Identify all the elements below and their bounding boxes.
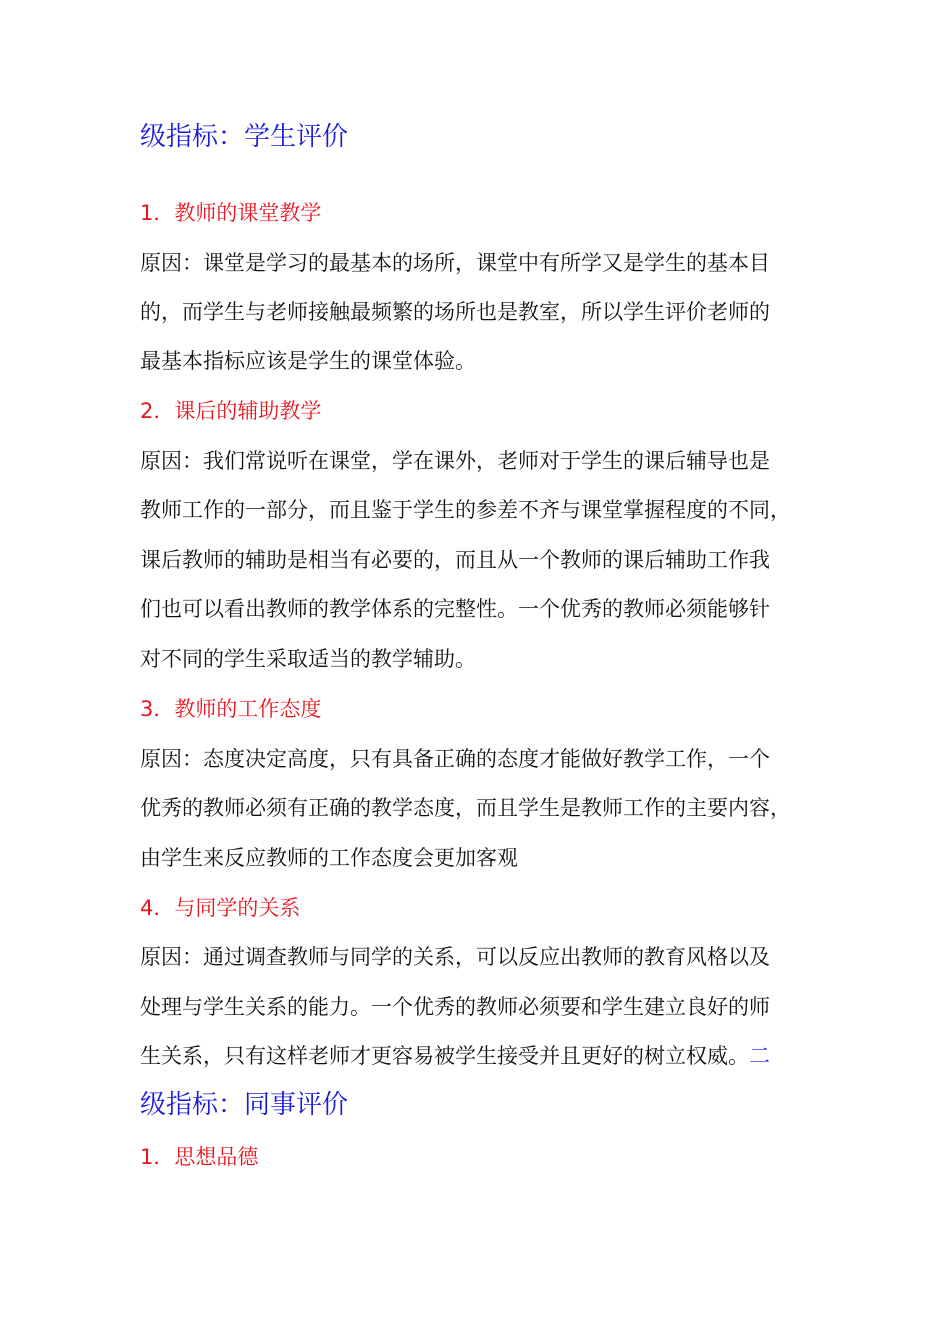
heading-continuation: 二: [749, 1044, 770, 1068]
paragraph-line: 由学生来反应教师的工作态度会更加客观: [140, 846, 518, 870]
paragraph-line: 教师工作的一部分，而且鉴于学生的参差不齐与课堂掌握程度的不同，: [140, 498, 791, 522]
item-heading-3: 3．教师的工作态度: [140, 697, 322, 721]
paragraph-line: 对不同的学生采取适当的教学辅助。: [140, 647, 476, 671]
paragraph-line: 原因：课堂是学习的最基本的场所，课堂中有所学又是学生的基本目: [140, 251, 770, 275]
paragraph-line-text: 生关系，只有这样老师才更容易被学生接受并且更好的树立权威。: [140, 1044, 749, 1068]
paragraph-line-with-tail: [140, 1043, 820, 1069]
paragraph-line: 原因：我们常说听在课堂，学在课外，老师对于学生的课后辅导也是: [140, 449, 770, 473]
section-heading-student-evaluation: 级指标：学生评价: [140, 122, 349, 152]
paragraph-line: 最基本指标应该是学生的课堂体验。: [140, 349, 476, 373]
item-heading-2: 2．课后的辅助教学: [140, 399, 322, 423]
item-heading-4: 4．与同学的关系: [140, 896, 301, 920]
item-heading-s2-1: 1．思想品德: [140, 1145, 259, 1169]
item-heading-1: 1．教师的课堂教学: [140, 201, 322, 225]
paragraph-line: 课后教师的辅助是相当有必要的，而且从一个教师的课后辅助工作我: [140, 548, 770, 572]
paragraph-line: 处理与学生关系的能力。一个优秀的教师必须要和学生建立良好的师: [140, 995, 770, 1019]
paragraph-line: 原因：态度决定高度，只有具备正确的态度才能做好教学工作，一个: [140, 747, 770, 771]
paragraph-line: 们也可以看出教师的教学体系的完整性。一个优秀的教师必须能够针: [140, 597, 770, 621]
paragraph-line: 优秀的教师必须有正确的教学态度，而且学生是教师工作的主要内容，: [140, 796, 791, 820]
paragraph-line: 的，而学生与老师接触最频繁的场所也是教室，所以学生评价老师的: [140, 300, 770, 324]
section-heading-colleague-evaluation: 级指标：同事评价: [140, 1090, 349, 1120]
paragraph-line: 原因：通过调查教师与同学的关系，可以反应出教师的教育风格以及: [140, 945, 770, 969]
